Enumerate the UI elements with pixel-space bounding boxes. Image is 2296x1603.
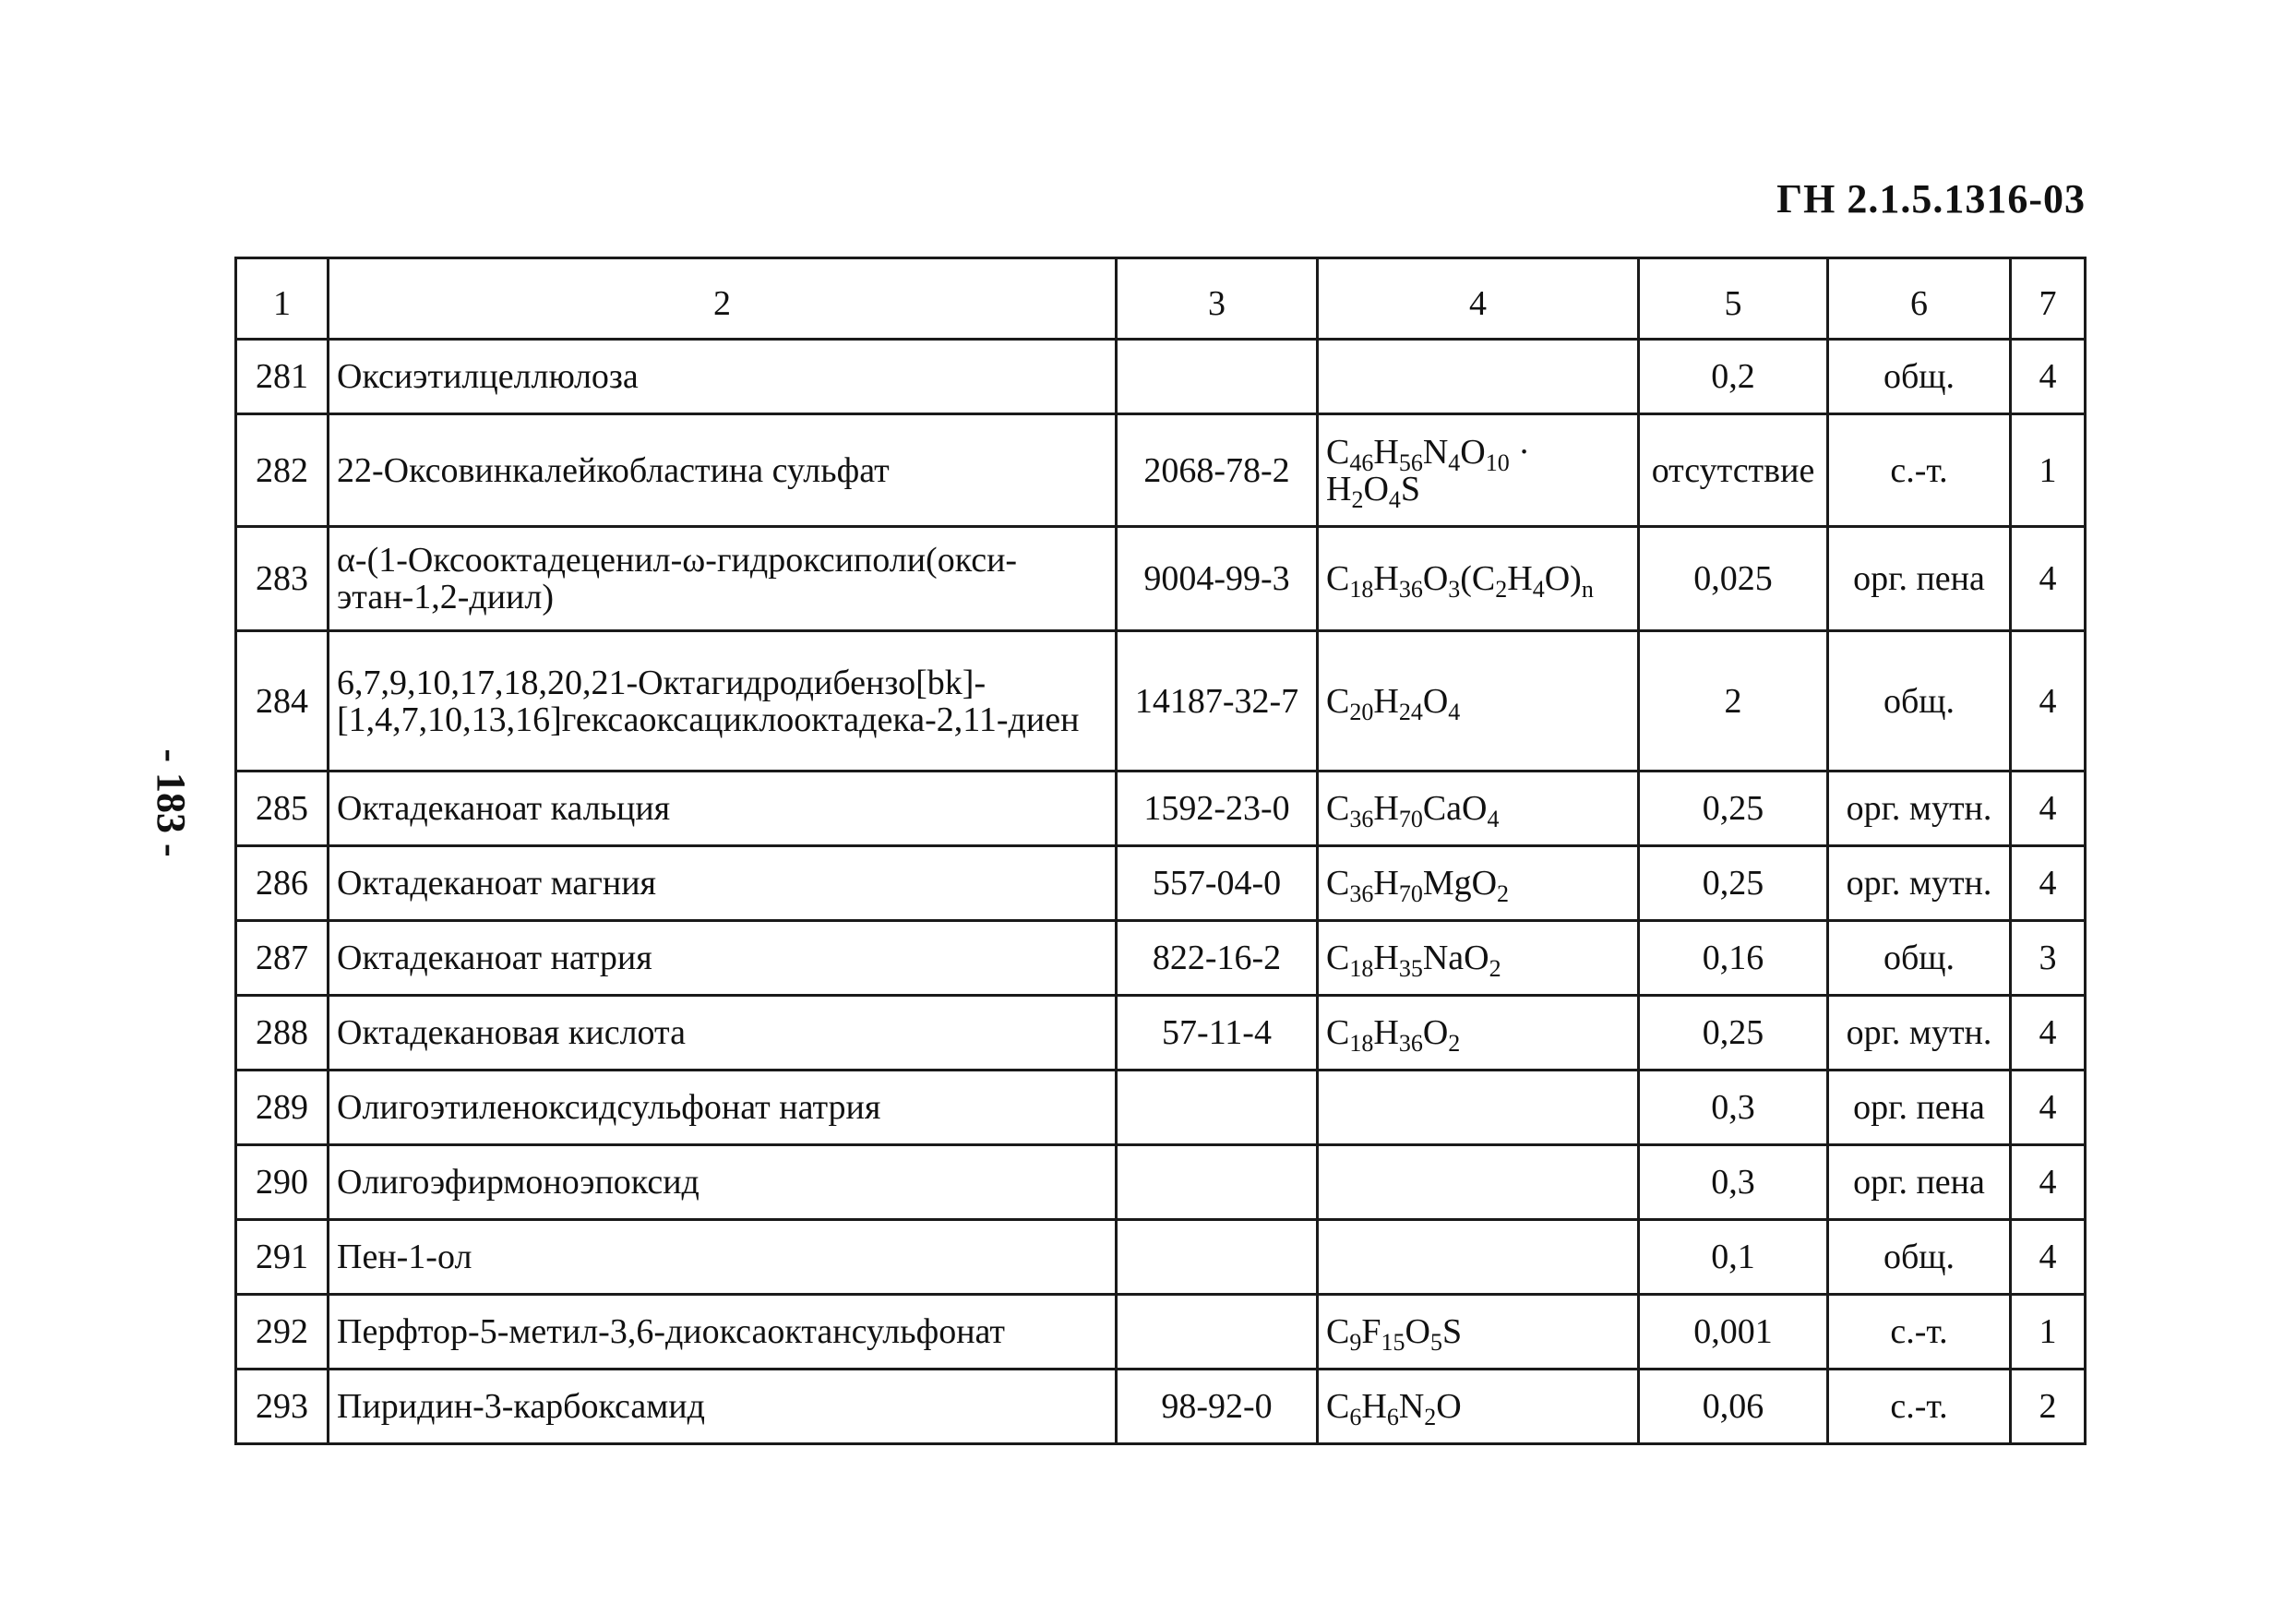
- cas-number-cell: [1117, 1295, 1318, 1370]
- table-row: [236, 1145, 2086, 1220]
- table-row: [236, 631, 2086, 772]
- column-header: 6: [1828, 258, 2011, 340]
- column-header: 1: [236, 258, 329, 340]
- value-cell: 0,3: [1639, 1071, 1828, 1145]
- table-row: [236, 340, 2086, 414]
- hazard-class-cell: 1: [2011, 1295, 2086, 1370]
- hazard-sign-cell: общ.: [1828, 921, 2011, 996]
- formula-cell: [1318, 1071, 1639, 1145]
- cas-number-cell: 822-16-2: [1117, 921, 1318, 996]
- hazard-sign-cell: с.-т.: [1828, 1295, 2011, 1370]
- value-cell: 0,25: [1639, 996, 1828, 1071]
- hazard-class-cell: 4: [2011, 340, 2086, 414]
- hazard-class-cell: 4: [2011, 996, 2086, 1071]
- hazard-sign-cell: орг. пена: [1828, 527, 2011, 631]
- value-cell: 0,25: [1639, 772, 1828, 846]
- value-cell: отсутствие: [1639, 414, 1828, 527]
- substance-name-cell: 6,7,9,10,17,18,20,21-Октагидродибензо[bk]-[1,4,7,10,13,16]гексаоксациклооктадека-2,11-диен: [329, 631, 1117, 772]
- substances-table: [234, 257, 2087, 1445]
- cas-number-cell: 9004-99-3: [1117, 527, 1318, 631]
- formula-cell: [1318, 1220, 1639, 1295]
- value-cell: 0,25: [1639, 846, 1828, 921]
- substance-name-cell: Октадеканоат натрия: [329, 921, 1117, 996]
- cas-number-cell: 1592-23-0: [1117, 772, 1318, 846]
- value-cell: 0,1: [1639, 1220, 1828, 1295]
- hazard-class-cell: 4: [2011, 1071, 2086, 1145]
- formula-cell: [1318, 1145, 1639, 1220]
- hazard-class-cell: 4: [2011, 527, 2086, 631]
- row-number-cell: 288: [236, 996, 329, 1071]
- table-row: [236, 846, 2086, 921]
- column-header: 7: [2011, 258, 2086, 340]
- value-cell: 0,06: [1639, 1370, 1828, 1444]
- substance-name-cell: α-(1-Оксооктадеценил-ω-гидроксиполи(окси-этан-1,2-диил): [329, 527, 1117, 631]
- cas-number-cell: [1117, 1071, 1318, 1145]
- column-header: 2: [329, 258, 1117, 340]
- cas-number-cell: 2068-78-2: [1117, 414, 1318, 527]
- cas-number-cell: 557-04-0: [1117, 846, 1318, 921]
- substance-name-cell: Октадеканоат магния: [329, 846, 1117, 921]
- hazard-class-cell: 3: [2011, 921, 2086, 996]
- formula-cell: $C_{36}H_{70}CaO_4$: [1318, 772, 1639, 846]
- header-row: [236, 258, 2086, 340]
- value-cell: 0,3: [1639, 1145, 1828, 1220]
- cas-number-cell: [1117, 340, 1318, 414]
- row-number-cell: 290: [236, 1145, 329, 1220]
- cas-number-cell: [1117, 1220, 1318, 1295]
- row-number-cell: 293: [236, 1370, 329, 1444]
- substance-name-cell: Октадеканоат кальция: [329, 772, 1117, 846]
- cas-number-cell: [1117, 1145, 1318, 1220]
- hazard-class-cell: 4: [2011, 846, 2086, 921]
- table-row: [236, 1220, 2086, 1295]
- formula-cell: $C_{46}H_{56}N_4O_{10}$ · $H_2O_4S$: [1318, 414, 1639, 527]
- formula-cell: $C_{20}H_{24}O_4$: [1318, 631, 1639, 772]
- table-row: [236, 527, 2086, 631]
- table-row: [236, 1071, 2086, 1145]
- cas-number-cell: 14187-32-7: [1117, 631, 1318, 772]
- hazard-sign-cell: орг. пена: [1828, 1071, 2011, 1145]
- substance-name-cell: Перфтор-5-метил-3,6-диоксаоктансульфонат: [329, 1295, 1117, 1370]
- hazard-sign-cell: с.-т.: [1828, 1370, 2011, 1444]
- row-number-cell: 289: [236, 1071, 329, 1145]
- value-cell: 0,001: [1639, 1295, 1828, 1370]
- substance-name-cell: Пен-1-ол: [329, 1220, 1117, 1295]
- cas-number-cell: 57-11-4: [1117, 996, 1318, 1071]
- hazard-sign-cell: орг. пена: [1828, 1145, 2011, 1220]
- hazard-class-cell: 4: [2011, 631, 2086, 772]
- hazard-sign-cell: общ.: [1828, 1220, 2011, 1295]
- substance-name-cell: 22-Оксовинкалейкобластина сульфат: [329, 414, 1117, 527]
- row-number-cell: 285: [236, 772, 329, 846]
- cas-number-cell: 98-92-0: [1117, 1370, 1318, 1444]
- substance-name-cell: Пиридин-3-карбоксамид: [329, 1370, 1117, 1444]
- hazard-class-cell: 2: [2011, 1370, 2086, 1444]
- hazard-sign-cell: с.-т.: [1828, 414, 2011, 527]
- row-number-cell: 281: [236, 340, 329, 414]
- hazard-class-cell: 4: [2011, 1145, 2086, 1220]
- hazard-sign-cell: орг. мутн.: [1828, 772, 2011, 846]
- formula-cell: $C_{36}H_{70}MgO_2$: [1318, 846, 1639, 921]
- hazard-sign-cell: орг. мутн.: [1828, 996, 2011, 1071]
- hazard-class-cell: 1: [2011, 414, 2086, 527]
- formula-cell: [1318, 340, 1639, 414]
- formula-cell: $C_{18}H_{36}O_3(C_2H_4O)_n$: [1318, 527, 1639, 631]
- value-cell: 0,16: [1639, 921, 1828, 996]
- hazard-class-cell: 4: [2011, 772, 2086, 846]
- formula-cell: $C_{18}H_{36}O_2$: [1318, 996, 1639, 1071]
- formula-cell: $C_6H_6N_2O$: [1318, 1370, 1639, 1444]
- row-number-cell: 284: [236, 631, 329, 772]
- hazard-sign-cell: орг. мутн.: [1828, 846, 2011, 921]
- table-row: [236, 772, 2086, 846]
- value-cell: 2: [1639, 631, 1828, 772]
- table-row: [236, 1295, 2086, 1370]
- substance-name-cell: Октадекановая кислота: [329, 996, 1117, 1071]
- table-row: [236, 1370, 2086, 1444]
- row-number-cell: 286: [236, 846, 329, 921]
- document-code: ГН 2.1.5.1316-03: [1776, 176, 2086, 221]
- value-cell: 0,025: [1639, 527, 1828, 631]
- substance-name-cell: Олигоэфирмоноэпоксид: [329, 1145, 1117, 1220]
- hazard-sign-cell: общ.: [1828, 631, 2011, 772]
- hazard-sign-cell: общ.: [1828, 340, 2011, 414]
- column-header: 4: [1318, 258, 1639, 340]
- table-row: [236, 414, 2086, 527]
- column-header: 3: [1117, 258, 1318, 340]
- table-row: [236, 921, 2086, 996]
- value-cell: 0,2: [1639, 340, 1828, 414]
- row-number-cell: 291: [236, 1220, 329, 1295]
- table-row: [236, 996, 2086, 1071]
- row-number-cell: 283: [236, 527, 329, 631]
- formula-cell: $C_9F_{15}O_5S$: [1318, 1295, 1639, 1370]
- formula-cell: $C_{18}H_{35}NaO_2$: [1318, 921, 1639, 996]
- row-number-cell: 292: [236, 1295, 329, 1370]
- row-number-cell: 282: [236, 414, 329, 527]
- row-number-cell: 287: [236, 921, 329, 996]
- column-header: 5: [1639, 258, 1828, 340]
- substance-name-cell: Олигоэтиленоксидсульфонат натрия: [329, 1071, 1117, 1145]
- page-number: - 183 -: [149, 748, 194, 857]
- substance-name-cell: Оксиэтилцеллюлоза: [329, 340, 1117, 414]
- hazard-class-cell: 4: [2011, 1220, 2086, 1295]
